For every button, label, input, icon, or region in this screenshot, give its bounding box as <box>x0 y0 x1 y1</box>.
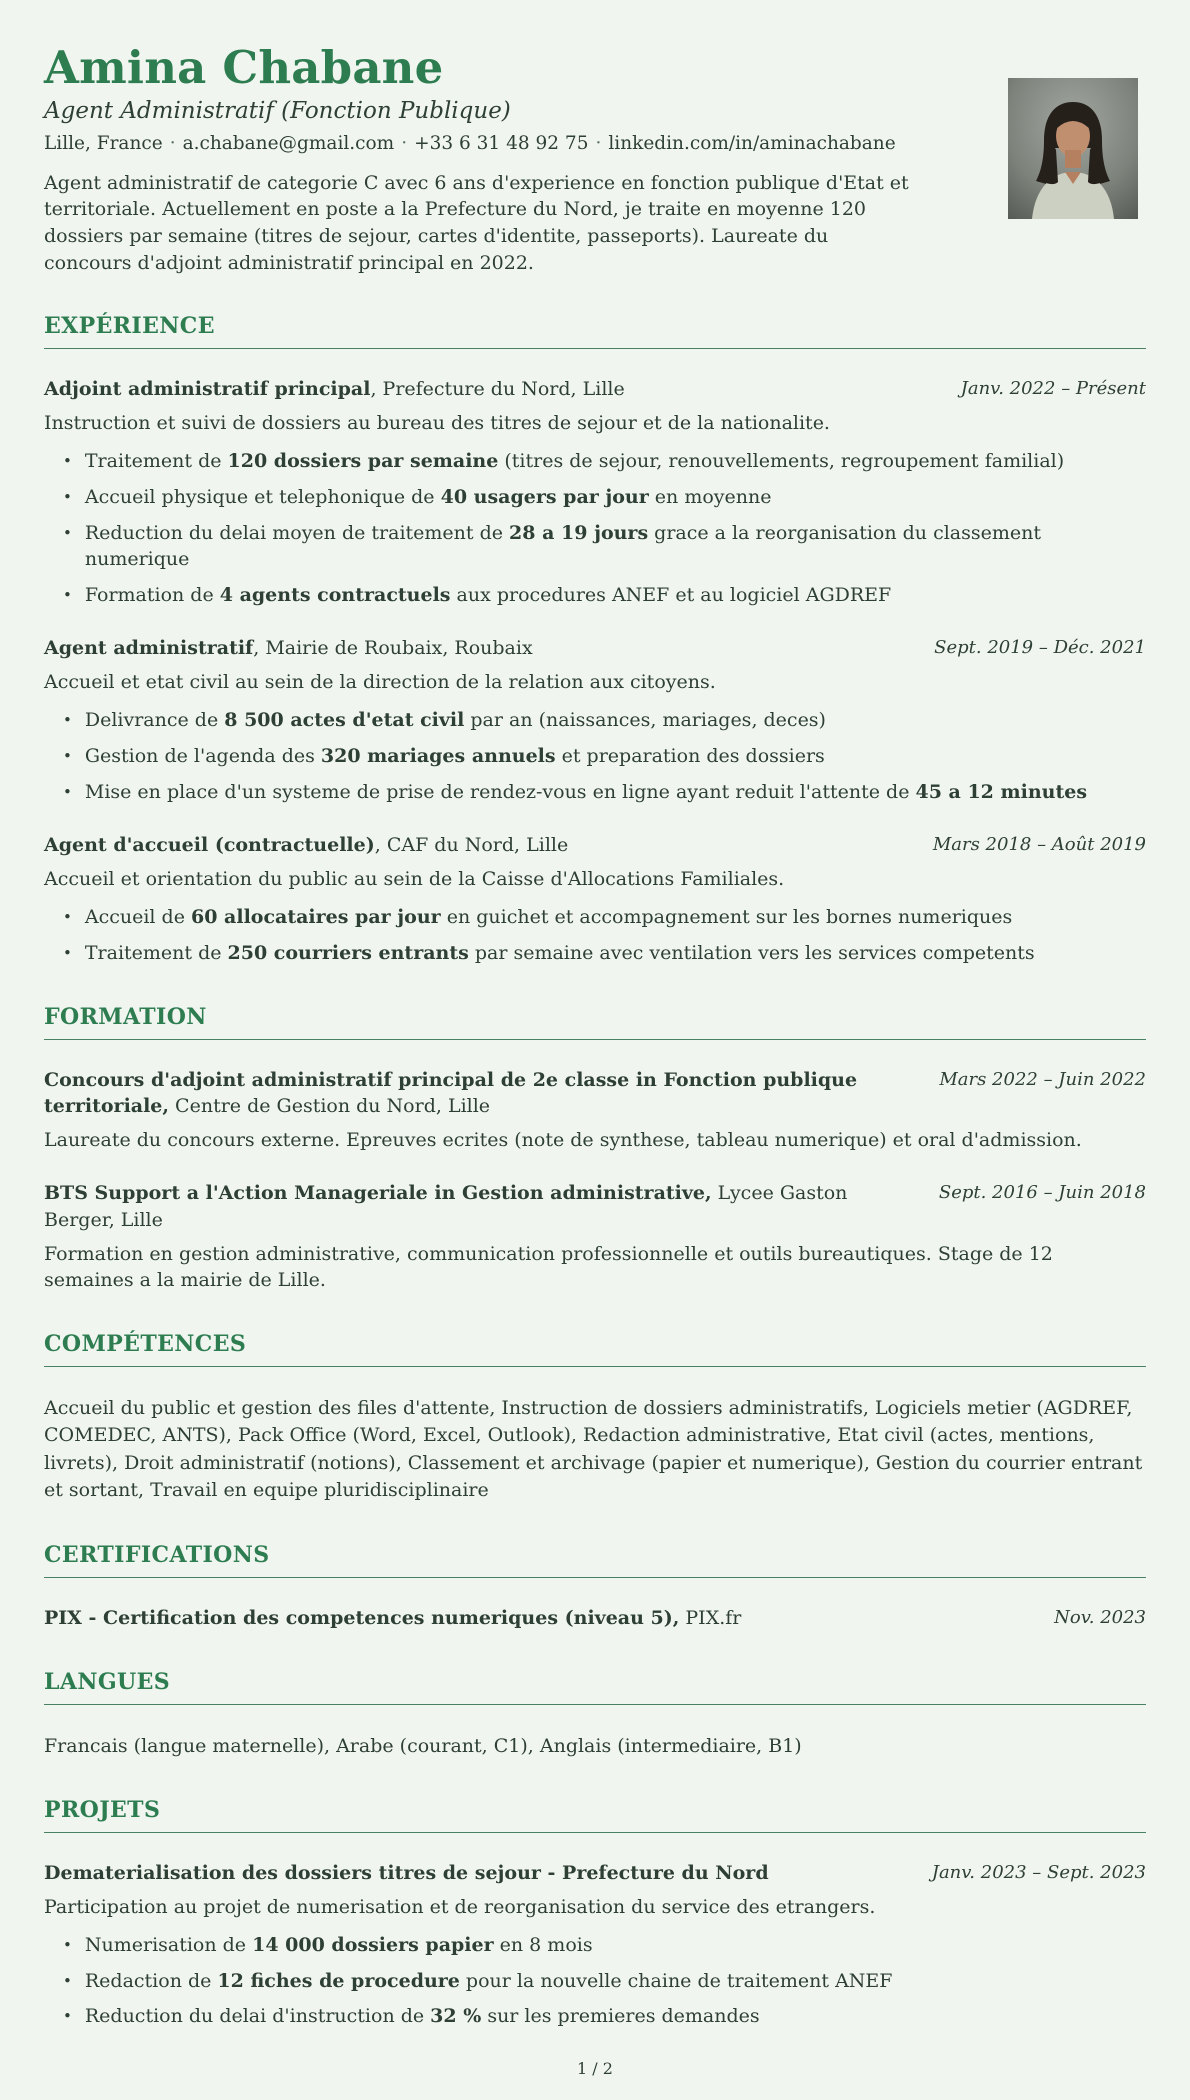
bullet-marker: • <box>63 908 72 927</box>
bullet-text: Delivrance de 8 500 actes d'etat civil par an (naissances, mariages, deces) <box>84 709 826 732</box>
entry-title-bold: BTS Support a l'Action Manageriale in Gestion administrative, <box>44 1182 712 1205</box>
entry-date: Sept. 2016 – Juin 2018 <box>938 1182 1146 1204</box>
bullet-item <box>63 448 1146 475</box>
entry <box>44 1180 1146 1293</box>
entry-title-bold: Adjoint administratif principal <box>44 378 371 401</box>
entry <box>44 635 1146 805</box>
section-competences <box>44 1331 1146 1505</box>
entry-description: Accueil et orientation du public au sein de la Caisse d'Allocations Familiales. <box>44 867 785 890</box>
resume-sections <box>44 313 1146 2030</box>
entry-head <box>44 1067 1146 1120</box>
entry-description: Participation au projet de numerisation et de reorganisation du service des etrangers. <box>44 1895 876 1918</box>
bullet-marker: • <box>63 944 72 963</box>
bullet-text: Traitement de 120 dossiers par semaine (titres de sejour, renouvellements, regroupement familial) <box>84 450 1065 473</box>
section-rule <box>44 1704 1146 1705</box>
resume-header <box>44 42 1146 276</box>
bullet-text: Reduction du delai d'instruction de 32 % sur les premieres demandes <box>84 2005 760 2028</box>
bullet-item <box>63 520 1146 573</box>
bullet-item <box>63 2003 1146 2030</box>
entry <box>44 376 1146 608</box>
section-rule <box>44 1039 1146 1040</box>
bullet-marker: • <box>63 782 72 801</box>
bullet-marker: • <box>63 1971 72 1990</box>
contact-separator: · <box>169 132 176 154</box>
bullet-list <box>44 707 1146 805</box>
bullet-item <box>63 743 1146 770</box>
section-heading: FORMATION <box>44 1003 207 1030</box>
bullet-text: Gestion de l'agenda des 320 mariages annuels et preparation des dossiers <box>84 745 825 768</box>
section-projets <box>44 1797 1146 2030</box>
bullet-item <box>63 1968 1146 1995</box>
entry-title <box>44 635 533 662</box>
bullet-text: Accueil physique et telephonique de 40 usagers par jour en moyenne <box>84 485 772 508</box>
contact-item: +33 6 31 48 92 75 <box>414 132 589 154</box>
entry-date: Janv. 2023 – Sept. 2023 <box>931 1862 1146 1884</box>
bullet-list <box>44 1932 1146 2030</box>
entry-title-bold: PIX - Certification des competences numeriques (niveau 5), <box>44 1606 680 1629</box>
entry-head <box>44 1860 1146 1887</box>
entry-head <box>44 635 1146 662</box>
entry <box>44 1067 1146 1154</box>
entry <box>44 1860 1146 2030</box>
person-job-title: Agent Administratif (Fonction Publique) <box>44 97 511 124</box>
bullet-text: Reduction du delai moyen de traitement de 28 a 19 jours grace a la reorganisation du classement numerique <box>84 521 1042 571</box>
bullet-text: Mise en place d'un systeme de prise de rendez-vous en ligne ayant reduit l'attente de 45 a 12 minutes <box>84 780 1088 803</box>
entry-title <box>44 1180 913 1233</box>
section-rule <box>44 1366 1146 1367</box>
person-name: Amina Chabane <box>44 41 444 94</box>
section-heading: CERTIFICATIONS <box>44 1541 270 1568</box>
bullet-item <box>63 1932 1146 1959</box>
entry-title <box>44 832 568 859</box>
summary-paragraph: Agent administratif de categorie C avec 6 ans d'experience en fonction publique d'Etat et territoriale. Actuellement en poste a la Prefecture du Nord, je traite en moyenne 120 dossiers par semaine (titres de sejour, cartes d'identite, passeports). Laureate du concours d'adjoint administratif principal en 2022. <box>44 171 909 274</box>
entry-head <box>44 1180 1146 1233</box>
entry-title-bold: Concours d'adjoint administratif principal de 2e classe in Fonction publique territoriale, <box>44 1068 858 1118</box>
bullet-item <box>63 904 1146 931</box>
entry-date: Nov. 2023 <box>1054 1606 1146 1628</box>
entry-title-bold: Agent administratif <box>44 637 254 660</box>
section-heading: PROJETS <box>44 1797 161 1824</box>
bullet-marker: • <box>63 711 72 730</box>
bullet-item <box>63 940 1146 967</box>
entry-title-rest: , Prefecture du Nord, Lille <box>370 378 625 401</box>
entry-title-rest: , CAF du Nord, Lille <box>374 834 569 857</box>
section-heading: EXPÉRIENCE <box>44 313 215 340</box>
section-rule <box>44 1577 1146 1578</box>
portrait-photo-icon <box>1008 78 1138 219</box>
contact-item: Lille, France <box>44 132 163 154</box>
section-formation <box>44 1004 1146 1294</box>
bullet-text: Numerisation de 14 000 dossiers papier en 8 mois <box>84 1934 593 1957</box>
section-heading: COMPÉTENCES <box>44 1330 247 1357</box>
entry-description: Instruction et suivi de dossiers au bureau des titres de sejour et de la nationalite. <box>44 411 830 434</box>
entry-title-rest: Centre de Gestion du Nord, Lille <box>169 1095 491 1118</box>
entry-head <box>44 1605 1146 1632</box>
bullet-text: Redaction de 12 fiches de procedure pour la nouvelle chaine de traitement ANEF <box>84 1969 893 1992</box>
entry-title <box>44 1860 769 1887</box>
contact-item: linkedin.com/in/aminachabane <box>608 132 896 154</box>
entry-date: Mars 2022 – Juin 2022 <box>939 1068 1146 1090</box>
bullet-item <box>63 582 1146 609</box>
entry-title <box>44 376 625 403</box>
entry-title <box>44 1605 741 1632</box>
bullet-text: Formation de 4 agents contractuels aux procedures ANEF et au logiciel AGDREF <box>84 583 892 606</box>
profile-photo <box>1008 78 1138 219</box>
entry-date: Sept. 2019 – Déc. 2021 <box>934 637 1146 659</box>
bullet-item <box>63 779 1146 806</box>
entry <box>44 832 1146 966</box>
section-experience <box>44 313 1146 967</box>
entry-head <box>44 832 1146 859</box>
entry-head <box>44 376 1146 403</box>
page-number: 1 / 2 <box>577 2059 613 2079</box>
entry-title-rest: Lycee Gaston Berger, Lille <box>44 1182 848 1231</box>
entry-description: Laureate du concours externe. Epreuves ecrites (note de synthese, tableau numerique) et oral d'admission. <box>44 1128 1082 1151</box>
bullet-marker: • <box>63 523 72 542</box>
section-certifications <box>44 1542 1146 1632</box>
section-rule <box>44 1832 1146 1833</box>
entry-date: Janv. 2022 – Présent <box>960 378 1146 400</box>
section-heading: LANGUES <box>44 1668 171 1695</box>
bullet-marker: • <box>63 487 72 506</box>
entry-title-rest: , Mairie de Roubaix, Roubaix <box>253 637 533 660</box>
section-paragraph: Francais (langue maternelle), Arabe (courant, C1), Anglais (intermediaire, B1) <box>44 1734 802 1757</box>
section-rule <box>44 348 1146 349</box>
bullet-marker: • <box>63 747 72 766</box>
bullet-text: Traitement de 250 courriers entrants par semaine avec ventilation vers les services competents <box>84 942 1035 965</box>
entry-title-bold: Dematerialisation des dossiers titres de sejour - Prefecture du Nord <box>44 1862 769 1885</box>
contact-separator: · <box>401 132 408 154</box>
bullet-item <box>63 484 1146 511</box>
section-paragraph: Accueil du public et gestion des files d'attente, Instruction de dossiers administratifs, Logiciels metier (AGDREF, COMEDEC, ANTS), Pack Office (Word, Excel, Outlook), Redaction administrative, Etat civil (actes, mentions, livrets), Droit administratif (notions), Classement et archivage (papier et numerique), Gestion du courrier entrant et sortant, Travail en equipe pluridisciplinaire <box>44 1396 1143 1502</box>
entry-description: Formation en gestion administrative, communication professionnelle et outils bureautiques. Stage de 12 semaines a la mairie de Lille. <box>44 1242 1053 1292</box>
bullet-marker: • <box>63 452 72 471</box>
entry-title-rest: PIX.fr <box>679 1606 742 1629</box>
entry-date: Mars 2018 – Août 2019 <box>932 834 1146 856</box>
section-langues <box>44 1669 1146 1761</box>
bullet-list <box>44 904 1146 966</box>
entry-title-bold: Agent d'accueil (contractuelle) <box>44 834 375 857</box>
entry <box>44 1605 1146 1632</box>
bullet-text: Accueil de 60 allocataires par jour en guichet et accompagnement sur les bornes numeriques <box>84 906 1013 929</box>
bullet-marker: • <box>63 2007 72 2026</box>
contact-line <box>44 133 1146 154</box>
bullet-item <box>63 707 1146 734</box>
contact-separator: · <box>595 132 602 154</box>
contact-item: a.chabane@gmail.com <box>182 132 395 154</box>
entry-title <box>44 1067 913 1120</box>
entry-description: Accueil et etat civil au sein de la direction de la relation aux citoyens. <box>44 670 716 693</box>
bullet-marker: • <box>63 585 72 604</box>
bullet-marker: • <box>63 1936 72 1955</box>
bullet-list <box>44 448 1146 608</box>
